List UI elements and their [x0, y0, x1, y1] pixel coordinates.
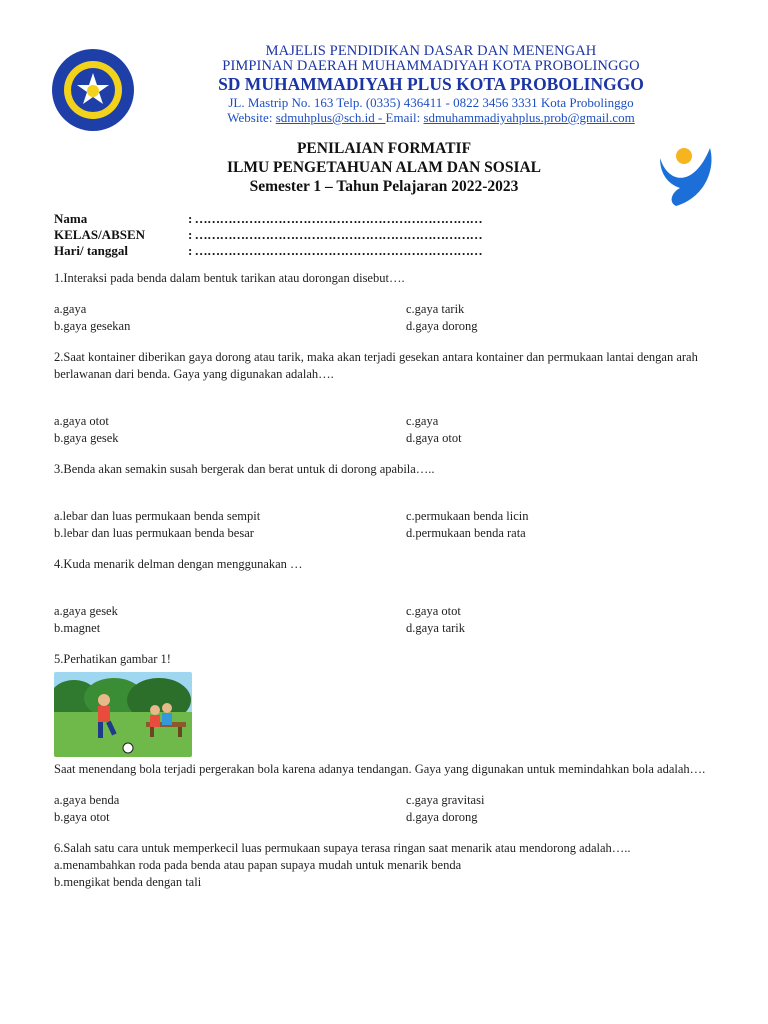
- option-c: c.gaya gravitasi: [406, 793, 485, 807]
- email-link[interactable]: sdmuhammadiyahplus.prob@gmail.com: [423, 110, 635, 125]
- option-b: b.gaya otot: [54, 810, 110, 824]
- option-d: d.gaya otot: [406, 431, 462, 445]
- option-d: d.gaya dorong: [406, 319, 478, 333]
- letterhead: [0, 44, 768, 125]
- question-3: 3.Benda akan semakin susah bergerak dan berat untuk di dorong apabila…..: [54, 462, 435, 476]
- football-picture: [54, 672, 192, 757]
- title-line-1: PENILAIAN FORMATIF: [296, 140, 472, 157]
- option-d: d.permukaan benda rata: [406, 526, 526, 540]
- question-4-options: [54, 603, 724, 637]
- option-c: c.gaya: [406, 414, 439, 428]
- question-6: 6.Salah satu cara untuk memperkecil luas permukaan supaya terasa ringan saat menarik atau mendorong adalah…..: [54, 841, 631, 855]
- title-line-2: ILMU PENGETAHUAN ALAM DAN SOSIAL: [226, 159, 542, 176]
- question-5: 5.Perhatikan gambar 1!: [54, 652, 171, 666]
- questions: [54, 270, 724, 891]
- option-a: a.lebar dan luas permukaan benda sempit: [54, 509, 261, 523]
- question-4: 4.Kuda menarik delman dengan menggunakan …: [54, 557, 303, 571]
- letterhead-line-1: MAJELIS PENDIDIKAN DASAR DAN MENENGAH: [265, 43, 597, 59]
- identity-row-name: [54, 211, 482, 227]
- identity-blank: : ……………………………………………………………: [188, 243, 483, 258]
- letterhead-line-2: PIMPINAN DAERAH MUHAMMADIYAH KOTA PROBOLINGGO: [222, 58, 640, 74]
- website-label: Website:: [227, 110, 276, 125]
- student-identity: [54, 211, 482, 259]
- question-3-options: [54, 508, 724, 542]
- option-b: b.gaya gesekan: [54, 319, 131, 333]
- identity-label: Hari/ tanggal: [54, 243, 129, 258]
- option-d: d.gaya tarik: [406, 621, 466, 635]
- option-c: c.gaya tarik: [406, 302, 465, 316]
- option-b: b.magnet: [54, 621, 101, 635]
- question-1-options: [54, 301, 724, 335]
- option-c: c.permukaan benda licin: [406, 509, 529, 523]
- question-2-options: [54, 413, 724, 447]
- option-a: a.gaya: [54, 302, 87, 316]
- identity-blank: : ……………………………………………………………: [188, 211, 483, 226]
- option-a: a.menambahkan roda pada benda atau papan supaya mudah untuk menarik benda: [54, 858, 462, 872]
- question-2: 2.Saat kontainer diberikan gaya dorong atau tarik, maka akan terjadi gesekan antara kontainer dan permukaan lantai dengan arah berlawanan dari benda. Gaya yang digunakan adalah….: [54, 350, 698, 381]
- question-1: 1.Interaksi pada benda dalam bentuk tarikan atau dorongan disebut….: [54, 271, 405, 285]
- question-5-options: [54, 792, 724, 826]
- identity-label: Nama: [54, 211, 88, 226]
- option-d: d.gaya dorong: [406, 810, 478, 824]
- title-line-3: Semester 1 – Tahun Pelajaran 2022-2023: [249, 178, 519, 195]
- exam-title: [0, 139, 768, 196]
- option-c: c.gaya otot: [406, 604, 461, 618]
- identity-row-class: [54, 227, 482, 243]
- school-contact: [94, 110, 768, 125]
- school-name: SD MUHAMMADIYAH PLUS KOTA PROBOLINGGO: [218, 74, 644, 94]
- question-5-text: Saat menendang bola terjadi pergerakan bola karena adanya tendangan. Gaya yang digunakan untuk memindahkan bola adalah….: [54, 762, 706, 776]
- option-a: a.gaya gesek: [54, 604, 118, 618]
- school-address: JL. Mastrip No. 163 Telp. (0335) 436411 - 0822 3456 3331 Kota Probolinggo: [228, 95, 634, 110]
- option-b: b.mengikat benda dengan tali: [54, 875, 202, 889]
- email-label: Email:: [385, 110, 424, 125]
- website-link[interactable]: sdmuhplus@sch.id -: [275, 110, 386, 125]
- option-a: a.gaya benda: [54, 793, 120, 807]
- option-a: a.gaya otot: [54, 414, 109, 428]
- option-b: b.gaya gesek: [54, 431, 119, 445]
- identity-blank: : ……………………………………………………………: [188, 227, 483, 242]
- identity-row-date: [54, 243, 482, 259]
- identity-label: KELAS/ABSEN: [54, 227, 146, 242]
- option-b: b.lebar dan luas permukaan benda besar: [54, 526, 254, 540]
